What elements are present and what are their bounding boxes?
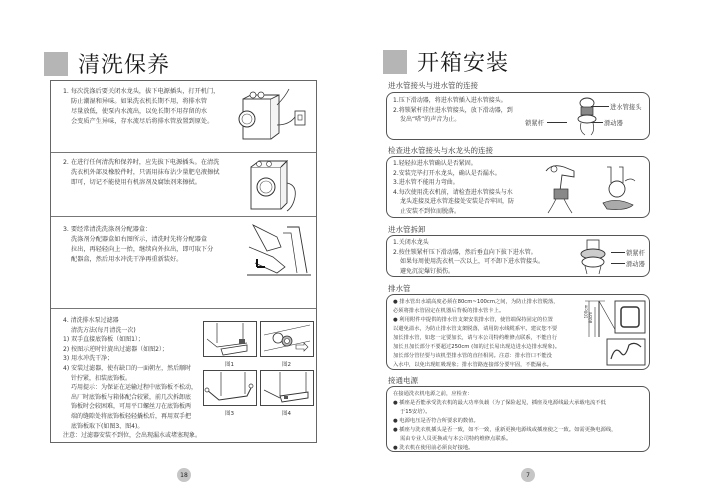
- page-title: 清洗保养: [78, 53, 171, 78]
- page-number-badge: 18: [177, 468, 191, 482]
- detergent-drawer-illustration: [247, 223, 313, 279]
- faucet-connection-box: [386, 156, 650, 218]
- figure-4-caption: 图4: [282, 411, 291, 417]
- page-title: 开箱安装: [417, 51, 510, 76]
- power-connection-box: [386, 386, 650, 452]
- title-square-icon: [383, 50, 407, 74]
- section-heading-drain-hose: 排水管: [388, 284, 411, 293]
- section-text: 4. 清洗排水泵过滤器 清洗方法(每月清洗一次) 1) 双手直接底饰板（如图1）； 2) 按图示逆时针旋出过滤器（如图2）； 3) 用水冲洗干净； 4) 安装过滤器，使有缺口的一面朝左，然后顺时 针拧紧，扣装底饰板。 巧用提示：为保证在运输过程中底饰板不松动， 出厂时底饰板与箱体配合较紧，前几次拆卸底 饰板时会较困难，可用平口螺丝刀在底饰板两 端的缝隙处将底饰板轻轻撬松后，再用双手把 底饰板取下(如图3、图4)。 注意：过滤器安装不到位，会出现漏水或堵塞现象。: [63, 317, 202, 440]
- section-heading-power-connection: 接通电源: [388, 376, 418, 385]
- page-number-badge: 7: [521, 468, 535, 482]
- section-heading-hose-removal: 进水管拆卸: [388, 225, 426, 234]
- figure-2-illustration: [260, 321, 314, 357]
- figure-4-illustration: [260, 370, 314, 406]
- label-slider: 滑动器: [604, 120, 623, 127]
- section-text: 1.关闭水龙头 2.按住锁紧杆压下滑动器，然后垂直向下拔下进水管。 如果每周使用洗衣机一次以上，可不卸下进水管接头。 避免沉淀爆钉损伤。: [393, 239, 545, 275]
- hose-removal-box: [386, 235, 650, 277]
- section-text: 1.压下滑动器，将进水管插入进水管接头。 2.将锁紧杆挂住进水管接头，放下滑动器，到 发出“嗒”的声音为止。: [393, 97, 513, 123]
- cleaning-section-3: [51, 217, 316, 309]
- label-lock-lever: 锁紧杆: [626, 250, 645, 257]
- right-title: [383, 46, 509, 77]
- washer-unplug-illustration: [233, 85, 313, 147]
- figure-1-illustration: [203, 321, 257, 357]
- label-connector: 进水管接头: [610, 104, 642, 111]
- drain-hose-box: [386, 294, 650, 370]
- cleaning-section-2: [51, 153, 316, 217]
- hose-removal-illustration: [575, 238, 611, 276]
- washer-cleaning-illustration: [247, 157, 303, 213]
- label-slider: 滑动器: [626, 261, 645, 268]
- title-square-icon: [44, 52, 68, 76]
- label-80cm: 80cm: [588, 311, 594, 324]
- figure-1-caption: 图1: [225, 362, 234, 368]
- leader-line: [591, 122, 603, 123]
- leader-line: [611, 252, 625, 253]
- section-heading-inlet-hose-connection: 进水管接头与进水管的连接: [388, 81, 478, 90]
- figure-2-caption: 图2: [282, 362, 291, 368]
- leader-line: [547, 122, 567, 123]
- hose-character-illustration: [597, 163, 639, 213]
- cleaning-instructions-box: [50, 80, 317, 443]
- hose-connector-illustration: [567, 95, 607, 137]
- cleaning-section-1: [51, 81, 316, 153]
- leader-line: [611, 263, 625, 264]
- faucet-illustration: [542, 161, 584, 215]
- figure-3-caption: 图3: [225, 411, 234, 417]
- section-heading-faucet-connection: 检查进水管接头与水龙头的连接: [388, 146, 493, 155]
- left-title: [44, 48, 170, 79]
- section-text: ● 排水管出水端高度必须在80cm~100cm之间，为防止排水管脱落， 必须将排水管固定在机器后背板的排水管卡上。 ● 利用附件中提供的排水管支架安装排水管，使管端保持固定的位置 以避免溢水，为防止排水管支架脱落，请用防水线缆系牢。建议您不要 加长排水管，如您一定要加长，请与本公司特约维修点联系，不能自行 加长且加长部分不要超过250cm (如的过长易出现边进水边排水现象)。 加长部分管径要与该机型排水管的直径相同。注意：排水管口不能没 入水中，以免出现虹吸现象；排水管路连接部分要牢固，不能漏水。: [393, 299, 561, 368]
- leader-line: [591, 106, 609, 107]
- section-text: 1. 每次洗涤后要关闭水龙头，拔下电源插头，打开机门， 防止潮湿和异味。如果洗衣机长期不用，将排水管 尽量放低，使泵内水流出，以免长期不用存留的水 会变质产生异味，存水流尽后将排水管放置到原处。: [63, 88, 220, 125]
- label-100cm: 100cm: [583, 304, 589, 319]
- section-text: 1.轻轻拉进水管确认是否紧固。 2.安装完毕打开水龙头，确认是否漏水。 3.进水管不能用力弯曲。 4.每次使用洗衣机前，请检查进水管接头与水 龙头连接及进水管连接处安装是否牢固，防 止安装不到位而脱落。: [393, 160, 515, 215]
- drain-height-diagram: [581, 297, 647, 367]
- section-text: 在接通洗衣机电源之前，应检查： ● 插座是否能承受洗衣机的最大功率负载（为了保险起见，插座及电源线最大承载电流不低 于15安培）。 ● 电源电压是否符合所要求的数值。 ● 插座与洗衣机插头是否一致，如不一致，重新更换电源线或插座使之一致。如需更换电源线， 需由专业人员更换或与本公司特约维修点联系。 ● 洗衣机在使用前必须良好接地。: [393, 391, 617, 451]
- cleaning-section-4: [51, 309, 316, 444]
- inlet-hose-connection-box: [386, 92, 650, 140]
- label-lock-lever: 锁紧杆: [525, 120, 544, 127]
- figure-3-illustration: [203, 370, 257, 406]
- section-text: 3. 要经常清洗洗涤剂分配器盒： 洗涤剂分配器盒如右图所示，清洗时先将分配器盒 拉出，再轻轻向上一抬，继续向外拉出，即可取下分 配器盒，然后用水冲洗干净再重新装好。: [63, 226, 214, 263]
- right-page: [354, 0, 707, 500]
- section-text: 2. 在进行任何清洗和保养时，应先拔下电源插头。在清洗 洗衣机外部及橡胶件时，只需用抹布沾少量肥皂液擦拭 即可，切记不能使用有机溶剂及腐蚀剂来擦拭。: [63, 159, 220, 186]
